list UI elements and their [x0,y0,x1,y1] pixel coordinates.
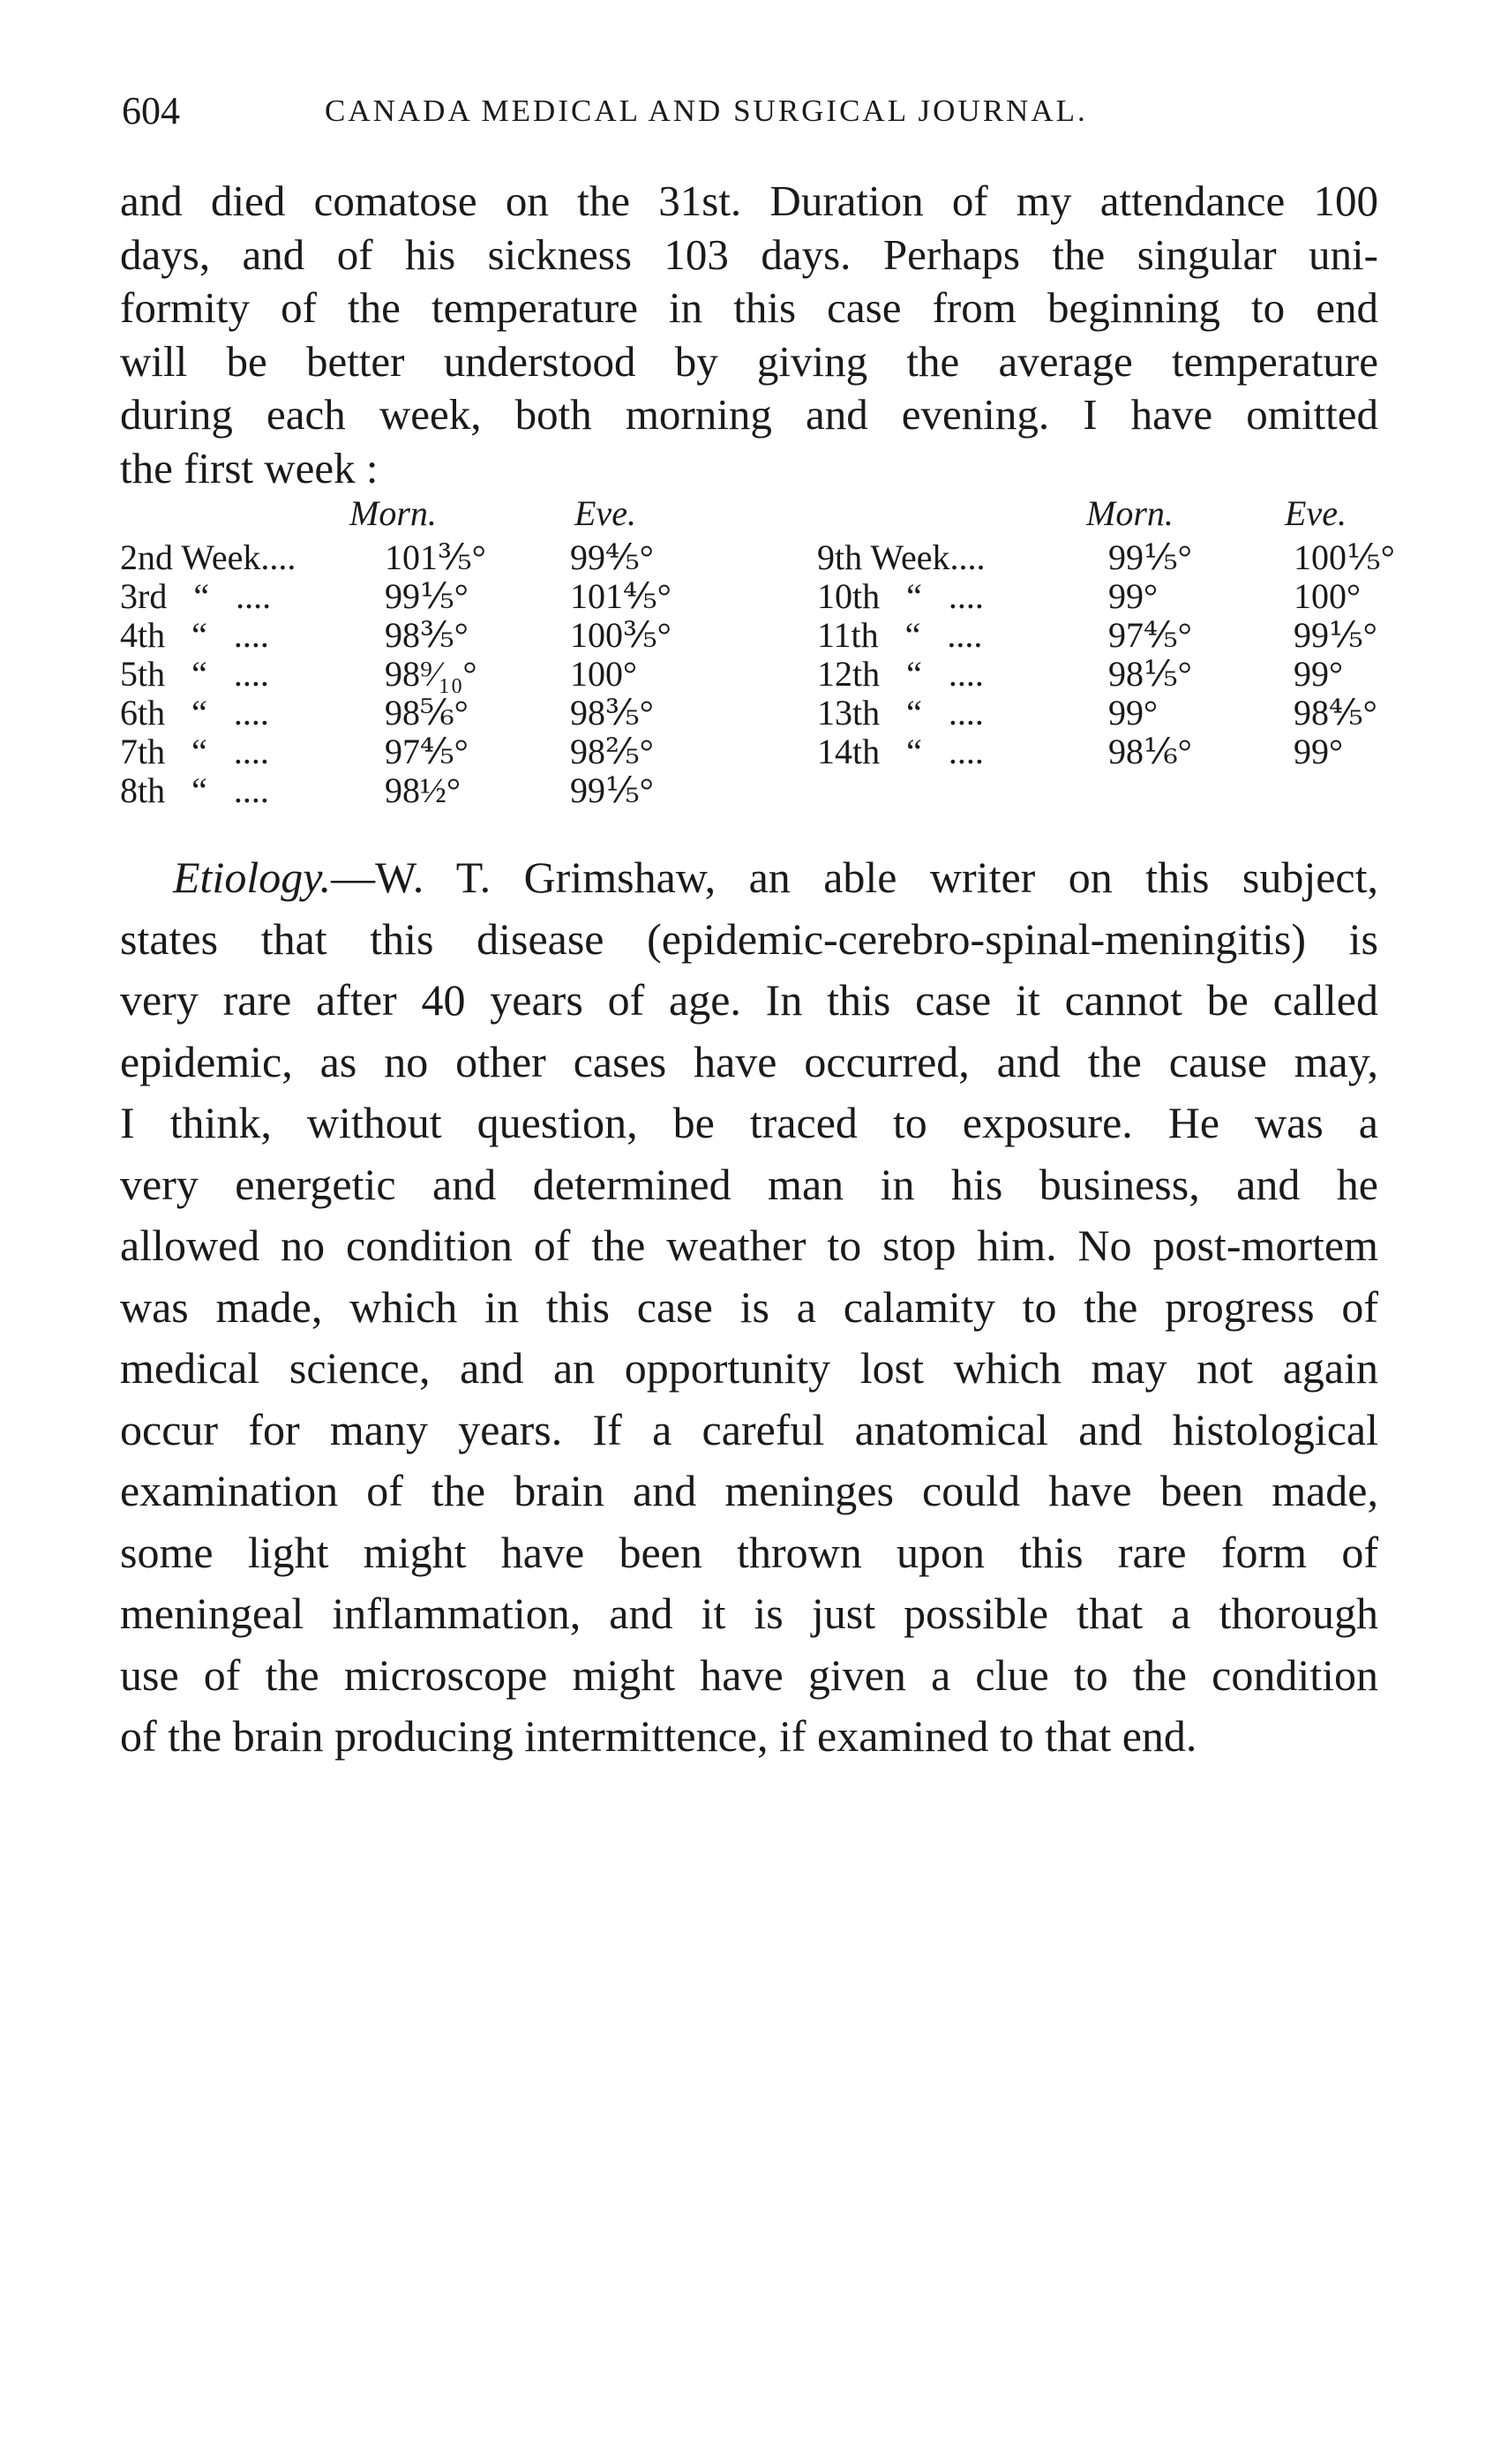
evening-temp: 100⅕° [1294,537,1395,577]
text-line: medical science, and an opportunity lost which may not again [120,1343,1378,1393]
text-line: and died comatose on the 31st. Duration of my attendance 100 [120,177,1378,225]
text-line: meningeal inflammation, and it is just possible that a thorough [120,1589,1378,1638]
morning-temp: 98⅕° [1108,654,1192,694]
text-line: allowed no condition of the weather to stop him. No post-mortem [120,1221,1378,1270]
week-label: 3rd “ .... [120,576,272,616]
evening-temp: 99° [1294,732,1343,771]
morning-temp: 98⅗° [385,615,469,655]
etiology-paragraph [120,847,1378,1768]
text-line: will be better understood by giving the average temperature [120,336,1378,386]
etiology-heading: Etiology. [173,853,332,902]
text-line: days, and of his sickness 103 days. Perhaps the singular uni- [120,229,1378,279]
morning-temp: 97⅘° [1108,615,1192,655]
week-label: 12th “ .... [817,654,984,694]
text-line: formity of the temperature in this case from beginning to end [120,283,1378,332]
evening-temp: 98⅗° [570,693,654,732]
page-number: 604 [122,89,180,132]
week-label: 2nd Week.... [120,537,296,577]
text-line: the first week : [120,443,379,492]
evening-temp: 99⅕° [570,770,654,810]
column-header-morn: Morn. [1086,493,1174,533]
column-header-eve: Eve. [574,493,636,533]
week-label: 11th “ .... [817,615,983,655]
evening-temp: 99⅕° [1294,615,1377,655]
text-line: examination of the brain and meninges could have been made, [120,1466,1378,1515]
evening-temp: 99⅘° [570,537,654,577]
temperature-table [120,492,1395,828]
week-label: 9th Week.... [817,537,986,577]
morning-temp: 99° [1108,576,1158,616]
text-line: some light might have been thrown upon this rare form of [120,1527,1378,1577]
table-row [120,575,1382,614]
week-label: 4th “ .... [120,615,269,655]
morning-temp: 98⅚° [385,693,469,732]
text-line: very rare after 40 years of age. In this case it cannot be called [120,975,1378,1025]
evening-temp: 98⅖° [570,732,654,771]
evening-temp: 101⅘° [570,576,671,616]
etiology-first-line: —W. T. Grimshaw, an able writer on this subject, [331,853,1378,902]
morning-temp: 97⅘° [385,732,469,771]
morning-temp: 99⅕° [385,576,469,616]
week-label: 7th “ .... [120,732,269,771]
week-label: 13th “ .... [817,693,984,732]
table-row [120,692,1382,731]
text-line: epidemic, as no other cases have occurred, and the cause may, [120,1036,1378,1086]
week-label: 5th “ .... [120,654,269,694]
intro-paragraph [120,175,1378,495]
column-header-morn: Morn. [349,493,437,533]
text-line: during each week, both morning and evening. I have omitted [120,390,1378,439]
text-line: very energetic and determined man in his business, and he [120,1159,1378,1209]
evening-temp: 100° [570,654,637,694]
table-row [120,731,1382,770]
morning-temp: 101⅗° [385,537,486,577]
journal-title: CANADA MEDICAL AND SURGICAL JOURNAL. [325,94,1088,128]
week-label: 6th “ .... [120,693,269,732]
text-line: states that this disease (epidemic-cerebro-spinal-meningitis) is [120,913,1378,964]
week-label: 10th “ .... [817,576,984,616]
evening-temp: 99° [1294,654,1343,694]
week-label: 8th “ .... [120,770,269,810]
running-head [122,88,1375,141]
evening-temp: 100° [1294,576,1361,616]
text-line: I think, without question, be traced to exposure. He was a [120,1098,1378,1147]
morning-temp: 98½° [385,770,461,810]
evening-temp: 100⅗° [570,615,671,655]
table-row [120,653,1382,692]
table-row [120,537,1395,577]
morning-temp: 98⁹⁄₁₀° [385,654,477,694]
table-row [120,770,1382,808]
column-header-eve: Eve. [1285,493,1347,533]
morning-temp: 98⅙° [1108,732,1192,771]
morning-temp: 99° [1108,693,1158,732]
text-line: of the brain producing intermittence, if examined to that end. [120,1711,1197,1761]
text-line: use of the microscope might have given a clue to the condition [120,1649,1378,1700]
evening-temp: 98⅘° [1294,693,1377,732]
table-row [120,614,1382,653]
morning-temp: 99⅕° [1108,537,1192,577]
text-line [120,847,1378,909]
text-line: occur for many years. If a careful anatomical and histological [120,1404,1378,1454]
week-label: 14th “ .... [817,732,984,771]
text-line: was made, which in this case is a calamity to the progress of [120,1281,1378,1332]
